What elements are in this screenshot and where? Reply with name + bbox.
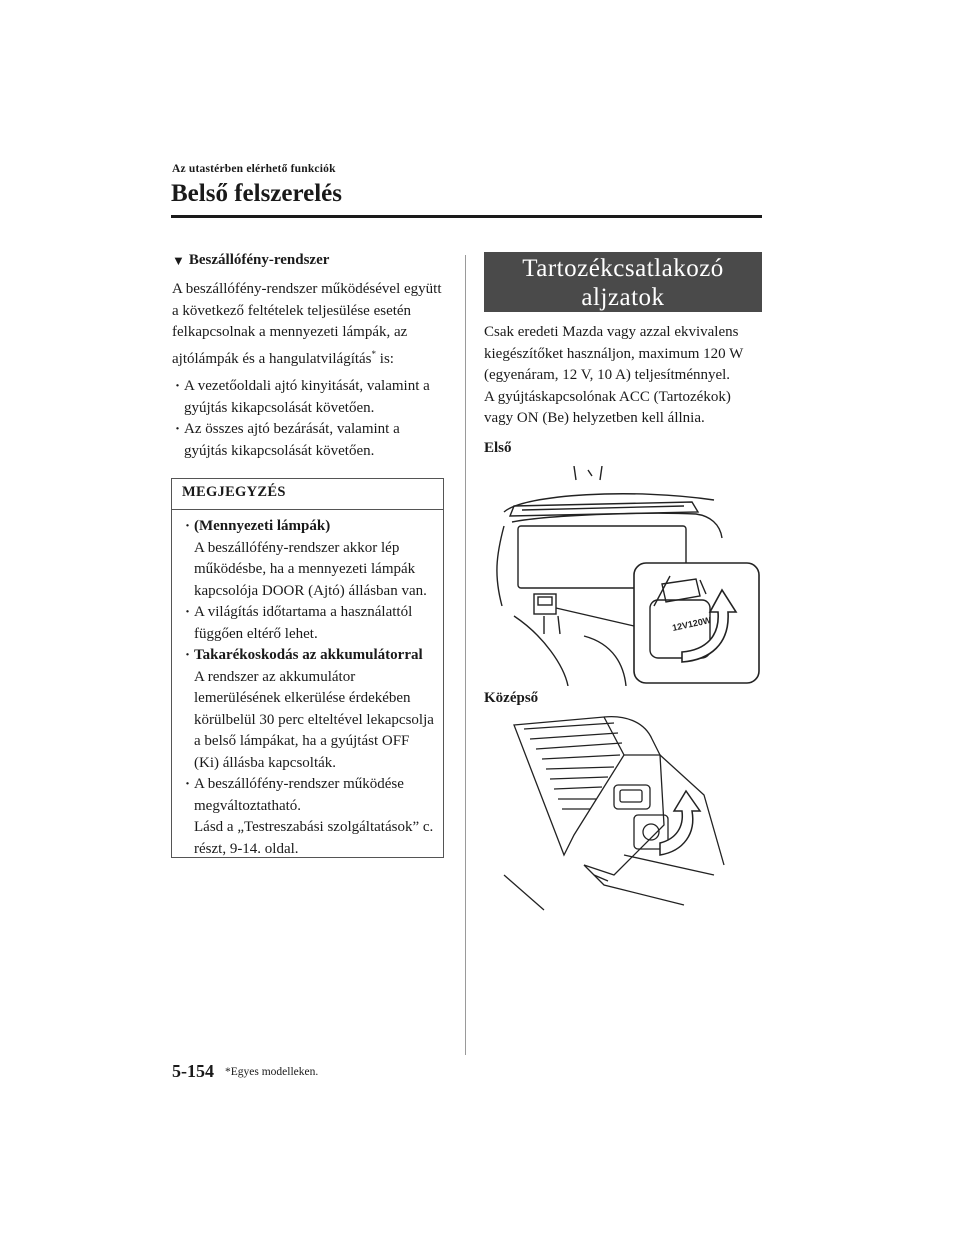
note-item [182, 645, 435, 774]
section-banner [484, 252, 762, 312]
note-body [172, 510, 443, 860]
figure-center-label: Középső [484, 690, 539, 706]
note-item-text: A rendszer az akkumulátor lemerülésének elkerülése érdekében körülbelül 30 perc elteltével lekapcsolja a belső lámpákat, ha a gyújtást OFF (Ki) állásba kapcsolták. [194, 668, 434, 771]
note-item-text: A beszállófény-rendszer akkor lép működésbe, ha a mennyezeti lámpák kapcsolója DOOR (Ajtó) állásban van. [194, 539, 427, 599]
section-title-line2: aljzatok [581, 284, 665, 311]
list-item: · A vezetőoldali ajtó kinyitását, valamint a gyújtás kikapcsolását követően. [172, 376, 446, 419]
left-column [172, 252, 446, 462]
note-item-title: Takarékoskodás az akkumulátorral [194, 647, 423, 663]
intro-end: is: [376, 350, 394, 367]
note-box [171, 478, 444, 858]
footnote-star: * [371, 348, 377, 359]
title-rule [171, 215, 762, 218]
right-column [484, 252, 762, 457]
note-item [182, 602, 435, 645]
list-item: · Az összes ajtó bezárását, valamint a gyújtás kikapcsolását követően. [172, 419, 446, 462]
intro-paragraph [172, 279, 446, 370]
column-divider [465, 255, 466, 1055]
ignition-paragraph: A gyújtáskapcsolónak ACC (Tartozékok) vagy ON (Be) helyzetben kell állnia. [484, 388, 731, 426]
note-item-reference: Lásd a „Testreszabási szolgáltatások” c. részt, 9-14. oldal. [194, 819, 434, 857]
note-item [182, 516, 435, 602]
note-heading: MEGJEGYZÉS [172, 479, 443, 510]
running-head: Az utastérben elérhető funkciók [172, 163, 336, 175]
section-title-line1: Tartozékcsatlakozó [522, 255, 724, 282]
socket-marking: 12V120W [671, 614, 713, 633]
note-list [182, 516, 435, 860]
note-item-text: A világítás időtartama a használattól függően eltérő lehet. [194, 604, 413, 642]
note-item [182, 774, 435, 860]
page-title: Belső felszerelés [171, 180, 342, 207]
subsection-heading [172, 252, 446, 269]
center-socket-illustration [484, 715, 744, 915]
condition-list [172, 376, 446, 462]
footnote: *Egyes modelleken. [225, 1066, 319, 1078]
open-arrow-icon [660, 791, 700, 855]
note-item-title: (Mennyezeti lámpák) [194, 518, 331, 534]
note-item-text: A beszállófény-rendszer működése megváltoztatható. [194, 776, 404, 814]
accessory-socket-text [484, 322, 762, 457]
triangle-marker-icon: ▼ [172, 252, 185, 268]
page-number: 5-154 [172, 1061, 214, 1081]
usage-paragraph: Csak eredeti Mazda vagy azzal ekvivalens kiegészítőket használjon, maximum 120 W (egyenáram, 12 V, 10 A) teljesítménnyel. [484, 324, 743, 383]
front-socket-illustration [484, 466, 764, 686]
figure-front-label: Első [484, 439, 512, 456]
subsection-title: Beszállófény-rendszer [188, 252, 330, 268]
intro-text: A beszállófény-rendszer működésével együtt a következő feltételek teljesülése esetén felkapcsolnak a mennyezeti lámpák, az ajtólámpák és a hangulatvilágítás [172, 281, 442, 367]
